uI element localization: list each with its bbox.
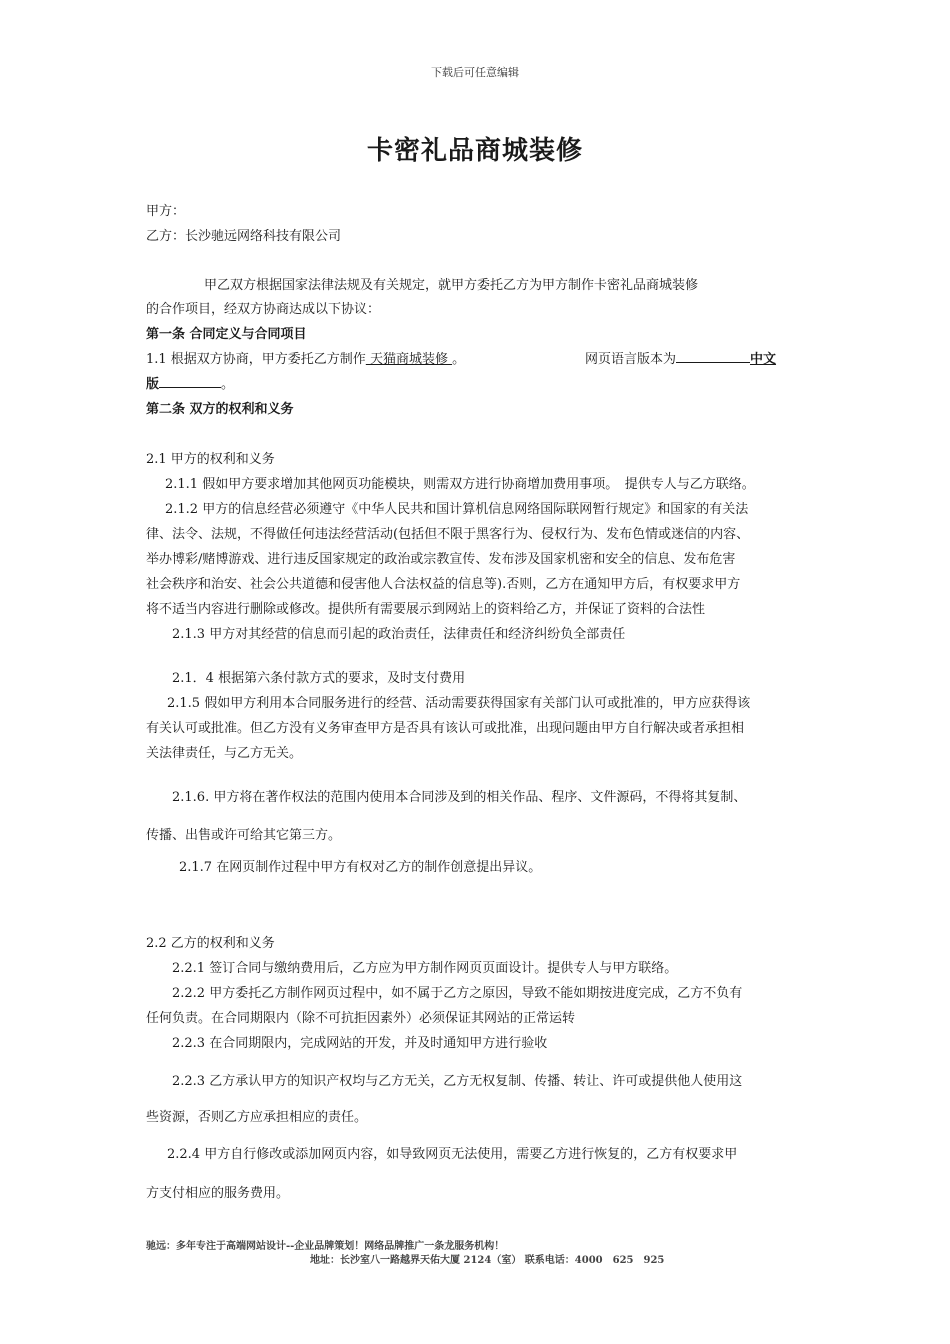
document-title: 卡密礼品商城装修 xyxy=(366,136,583,166)
clause-2-2-3-b-line-1: 2.2.3 乙方承认甲方的知识产权均与乙方无关，乙方无权复制、传播、转让、许可或提供他人使用这 xyxy=(172,1074,743,1089)
language-clause xyxy=(585,348,776,372)
clause-2-1-6-line-2: 传播、出售或许可给其它第三方。 xyxy=(146,828,342,843)
clause-2-2-2-line-2: 任何负责。在合同期限内（除不可抗拒因素外）必须保证其网站的正常运转 xyxy=(146,1011,576,1026)
clause-2-1-3: 2.1.3 甲方对其经营的信息而引起的政治责任，法律责任和经济纠纷负全部责任 xyxy=(172,627,626,642)
language-blank-2 xyxy=(159,373,221,388)
footer-slogan: 驰远：多年专注于高端网站设计--企业品牌策划！网络品牌推广一条龙服务机构！ xyxy=(146,1241,505,1252)
party-a-line: 甲方： xyxy=(146,204,186,219)
clause-1-1-suffix: 。 xyxy=(452,352,466,367)
clause-2-1-5-line-3: 关法律责任，与乙方无关。 xyxy=(146,746,303,761)
clause-1-1 xyxy=(146,348,465,372)
clause-2-2-4-line-1: 2.2.4 甲方自行修改或添加网页内容，如导致网页无法使用，需要乙方进行恢复的，乙方有权要求甲 xyxy=(167,1147,738,1162)
clause-2-2-1: 2.2.1 签订合同与缴纳费用后，乙方应为甲方制作网页页面设计。提供专人与甲方联络。 xyxy=(172,961,678,976)
page-header: 下载后可任意编辑 xyxy=(431,66,519,79)
language-blank xyxy=(676,348,750,363)
language-clause-cont xyxy=(146,373,234,397)
language-end: 。 xyxy=(221,377,235,392)
party-a-duties-heading: 2.1 甲方的权利和义务 xyxy=(146,452,275,467)
party-b-line: 乙方：长沙驰远网络科技有限公司 xyxy=(146,229,342,244)
clause-1-1-prefix: 1.1 根据双方协商，甲方委托乙方制作 xyxy=(146,352,366,367)
clause-2-1-2-line-2: 律、法令、法规，不得做任何违法经营活动(包括但不限于黑客行为、侵权行为、发布色情或迷信的内容、 xyxy=(146,527,750,542)
clause-2-1-5-line-2: 有关认可或批准。但乙方没有义务审查甲方是否具有该认可或批准，出现问题由甲方自行解决或者承担相 xyxy=(146,721,745,736)
language-value: 中文 xyxy=(750,352,777,367)
clause-2-1-5-line-1: 2.1.5 假如甲方利用本合同服务进行的经营、活动需要获得国家有关部门认可或批准的，甲方应获得该 xyxy=(167,696,751,711)
clause-2-2-4-line-2: 方支付相应的服务费用。 xyxy=(146,1186,290,1201)
article-2-heading: 第二条 双方的权利和义务 xyxy=(146,402,294,417)
language-value-2: 版 xyxy=(146,377,160,392)
language-label: 网页语言版本为 xyxy=(585,352,677,367)
project-name: 天猫商城装修 xyxy=(365,352,453,367)
clause-2-2-3-b-line-2: 些资源，否则乙方应承担相应的责任。 xyxy=(146,1110,368,1125)
clause-2-1-2-line-4: 社会秩序和治安、社会公共道德和侵害他人合法权益的信息等).否则，乙方在通知甲方后，有权要求甲方 xyxy=(146,577,741,592)
clause-2-1-6-line-1: 2.1.6. 甲方将在著作权法的范围内使用本合同涉及到的相关作品、程序、文件源码，不得将其复制、 xyxy=(172,790,747,805)
clause-2-1-4: 2.1．4 根据第六条付款方式的要求，及时支付费用 xyxy=(172,671,466,686)
clause-2-2-3-a: 2.2.3 在合同期限内，完成网站的开发，并及时通知甲方进行验收 xyxy=(172,1036,548,1051)
footer-address: 地址：长沙室八一路越界天佑大厦 2124（室） 联系电话：4000 625 925 xyxy=(310,1255,665,1266)
clause-2-1-1: 2.1.1 假如甲方要求增加其他网页功能模块，则需双方进行协商增加费用事项。 提供专人与乙方联络。 xyxy=(165,477,755,492)
clause-2-1-7: 2.1.7 在网页制作过程中甲方有权对乙方的制作创意提出异议。 xyxy=(179,860,542,875)
clause-2-2-2-line-1: 2.2.2 甲方委托乙方制作网页过程中，如不属于乙方之原因，导致不能如期按进度完成，乙方不负有 xyxy=(172,986,743,1001)
intro-line-1: 甲乙双方根据国家法律法规及有关规定，就甲方委托乙方为甲方制作卡密礼品商城装修 xyxy=(204,278,699,293)
party-b-duties-heading: 2.2 乙方的权利和义务 xyxy=(146,936,275,951)
clause-2-1-2-line-5: 将不适当内容进行删除或修改。提供所有需要展示到网站上的资料给乙方，并保证了资料的合法性 xyxy=(146,602,706,617)
intro-line-2: 的合作项目，经双方协商达成以下协议： xyxy=(146,302,381,317)
clause-2-1-2-line-1: 2.1.2 甲方的信息经营必须遵守《中华人民共和国计算机信息网络国际联网暂行规定》和国家的有关法 xyxy=(165,502,749,517)
clause-2-1-2-line-3: 举办博彩/赌博游戏、进行违反国家规定的政治或宗教宣传、发布涉及国家机密和安全的信息、发布危害 xyxy=(146,552,736,567)
article-1-heading: 第一条 合同定义与合同项目 xyxy=(146,327,307,342)
